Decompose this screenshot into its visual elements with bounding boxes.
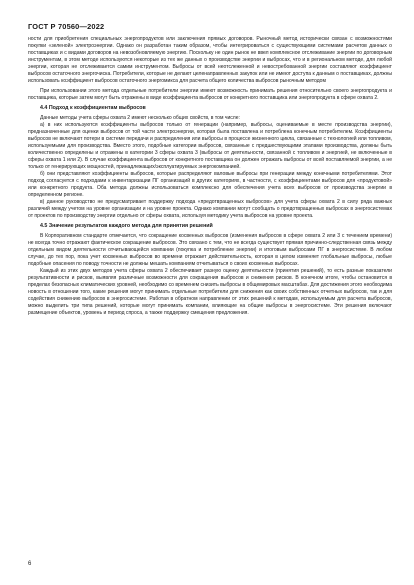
page-number: 6: [28, 561, 32, 567]
paragraph: При использовании этого метода отдельные потребители энергии имеют возможность принимать решения относительно своего энергопродукта и поставщика, которые затем могут быть отражены в виде коэффициента выбросов от конкретного поставщика или энергопродукта в сфере охвата 2.: [28, 88, 392, 102]
paragraph: ности для приобретения специальных энергопродуктов или заключения прямых договоров. Рыночный метод исторически связан с возможностями покупки «зеленой» электроэнергии. Однако он разработан таким образом, чтобы интегрироваться с существующими системами расчетов данных о поставщиках и с видами договоров на невозобновляемую энергию. Поскольку не один рынок не ввел комплексное отслеживание энергии по договорным инструментам, в этом методе используются некоторые из тех же данных о производстве энергии и выбросах, что и в региональном методе, для любой энергии, которая не отслеживается самим инструментом. Выбросы от всей неотслеженной и невостребованной энергии составляют коэффициент выбросов остаточного энергочиска. Потребители, которые не делают целенаправленных закупок или не имеют доступа к данным о поставщиках, должны использовать коэффициент выбросов остаточного энергомикса для расчета общего количества выбросов рыночным методом: [28, 36, 392, 85]
paragraph: Каждый из этих двух методов учета сферы охвата 2 обеспечивает разную оценку деятельности (принятия решений), то есть разные показатели результативности и рисков, выявляя различные возможности для сокращения выбросов и снижения рисков. В конечном итоге, чтобы остановится в пределах безопасных климатических уровней, необходимо со временем снизить выбросы в общемировых масштабах. Для достижения этого необходима новость в отношении того, какие решения могут принимать отдельные потребители для снижения как своих собственных отчетных выбросов, так и для содействия снижению выбросов в энергосистеме. Работая в обратном направлении от этих решений к методам, используемым для расчета выбросов, можно выделить три типа решений, которые могут принимать компании, влияющие на общие выбросы в энергосистеме. Эти решения включают размещение объектов, уровень и период спроса, а также поддержку смещения предложения.: [28, 267, 392, 317]
list-item: а) в них используются коэффициенты выбросов только от генерации (например, выбросы, оцениваемые в месте производства энергии), предназначенные для оценки выбросов от той части электроэнергии, которая была поставлена и потреблена конечным потребителем. Коэффициенты выбросов не включают потери в системе передачи и распределения или выбросы в процессе жизненного цикла, связанные с технологией или топливом, используемыми для производства. Вместо этого, подобные категории выбросов, связанные с предшествующими этапами производства, должны быть количественно определены и отражены в категории 3 сферы охвата 3 (выбросы от деятельности, связанной с топливом и энергией, не включенные в сферы охвата 1 или 2). В случае коэффициента выбросов от конкретного поставщика он должен отражать выбросы от всей поставляемой энергии, а не только от генерирующих мощностей, принадлежащих/эксплуатируемых энергокомпанией.: [28, 121, 392, 170]
document-code-header: ГОСТ Р 70560—2022: [28, 22, 105, 31]
list-item: б) они представляют коэффициенты выбросов, которые распределяют валовые выбросы при генерации между конечными потребителями. Этот подход согласуется с подходами к инвентаризации ПГ организаций в других категориях, в частности, с коэффициентами выбросов для «продуктовой» или конкретного продукта. Оба метода должны использоваться комплексно для обеспечения учета всех выбросов от производства энергии в определенном регионе.: [28, 171, 392, 199]
section-heading-4-5: 4.5 Значение результатов каждого метода для принятия решений: [40, 223, 213, 230]
section-heading-4-4: 4.4 Подход к коэффициентам выбросов: [40, 105, 146, 112]
document-body: [28, 36, 392, 317]
paragraph: Данные методы учета сферы охвата 2 имеют несколько общих свойств, в том числе:: [40, 114, 240, 121]
paragraph: В Корпоративном стандарте отмечается, что сокращение косвенных выбросов (изменения выбросов в сфере охвата 2 или 3 с течением времени) не всегда точно отражают фактическое сокращение выбросов. Это связано с тем, что не всегда существует прямая причинно-следственная связь между отдельным видом деятельности отчитывающейся компании (покупка и потребление энергии) и итоговым выбросами ПГ в энергосистеме. В любом случае, до тех пор, пока учет косвенных выбросов во времени отражает действительность, которая в целом изменяет глобальные выбросы, любые подобные опасения по поводу точности не должны мешать компаниям отчитываться о своих косвенных выбросах.: [28, 232, 392, 267]
list-item: в) данное руководство не предусматривает поддержку подхода «предотвращенных выбросов» для учета сферы охвата 2 в силу ряда важных различий между учетом на уровне организации и на уровне проекта. Однако компании могут сообщать о предотвращенных выбросах в энергосистемах от проектов по производству энергии отдельно от сферы охвата, используя методику учета выбросов на уровне проекта.: [28, 199, 392, 220]
